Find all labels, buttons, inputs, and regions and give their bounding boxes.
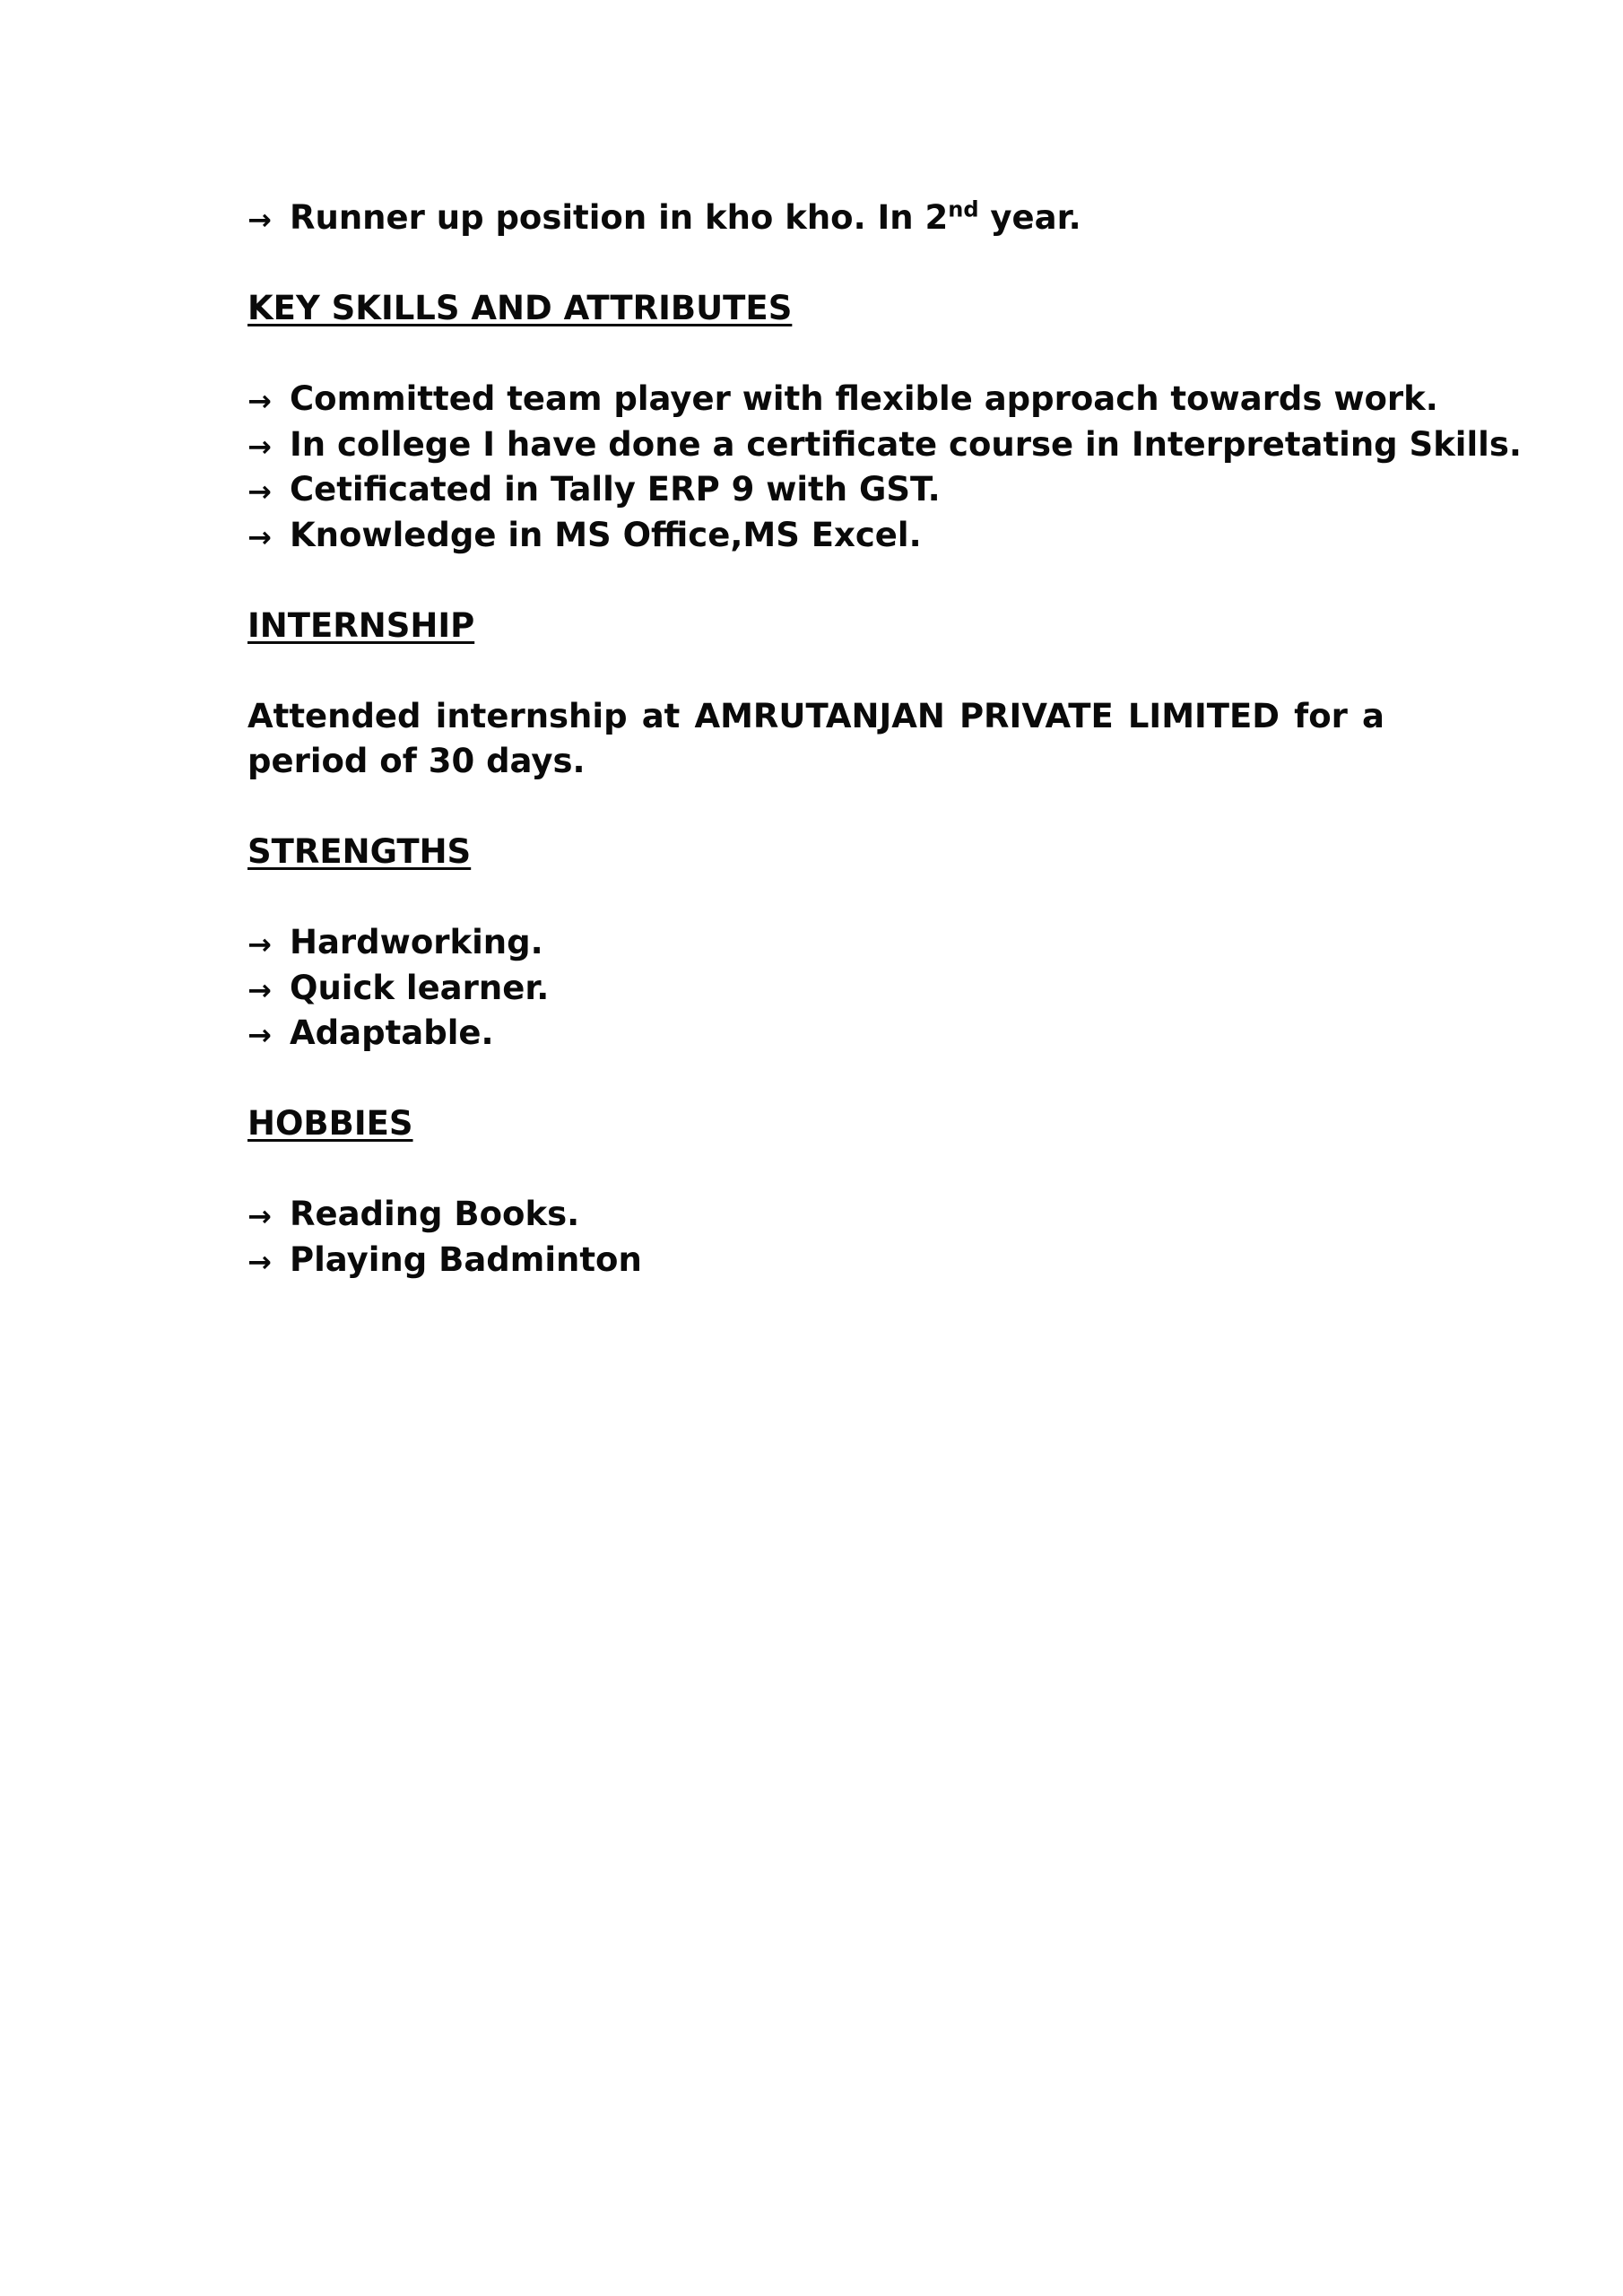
- strength-text: Hardworking.: [290, 923, 543, 961]
- internship-text: Attended internship at AMRUTANJAN PRIVATE LIMITED for a period of 30 days.: [247, 696, 1384, 780]
- achievement-text: Runner up position in kho kho. In 2: [290, 198, 949, 237]
- arrow-bullet-icon: →: [247, 474, 272, 509]
- strengths-heading: STRENGTHS: [247, 832, 472, 871]
- skill-text: In college I have done a certificate course in Interpretating Skills.: [290, 424, 1522, 464]
- arrow-bullet-icon: →: [247, 972, 272, 1007]
- hobby-text: Reading Books.: [290, 1195, 580, 1233]
- achievement-text-end: year.: [978, 198, 1081, 237]
- arrow-bullet-icon: →: [247, 1244, 272, 1279]
- skill-text: Knowledge in MS Office,MS Excel.: [290, 515, 922, 554]
- resume-content: [247, 196, 1522, 1283]
- skill-item: [247, 467, 1384, 513]
- arrow-bullet-icon: →: [247, 927, 272, 961]
- hobbies-heading: HOBBIES: [247, 1104, 413, 1143]
- internship-heading: INTERNSHIP: [247, 605, 475, 645]
- ordinal-suffix: nd: [948, 196, 979, 222]
- skill-item: [247, 513, 1384, 559]
- arrow-bullet-icon: →: [247, 429, 272, 464]
- key-skills-heading: KEY SKILLS AND ATTRIBUTES: [247, 289, 793, 327]
- skill-item: [247, 377, 1438, 422]
- achievement-item: [247, 196, 1384, 241]
- strength-item: [247, 920, 1384, 966]
- arrow-bullet-icon: →: [247, 1199, 272, 1233]
- strength-text: Adaptable.: [290, 1013, 494, 1052]
- skill-text: Committed team player with flexible approach towards work.: [290, 379, 1438, 418]
- arrow-bullet-icon: →: [247, 384, 272, 418]
- strength-item: [247, 1011, 1384, 1057]
- arrow-bullet-icon: →: [247, 519, 272, 554]
- strength-text: Quick learner.: [290, 968, 550, 1007]
- visible-page-region: [233, 179, 1522, 1279]
- arrow-bullet-icon: →: [247, 203, 272, 237]
- skill-text: Cetificated in Tally ERP 9 with GST.: [290, 470, 941, 509]
- skill-item: [247, 422, 1522, 468]
- hobby-item: [247, 1192, 1384, 1238]
- hobby-text: Playing Badminton: [290, 1239, 642, 1279]
- arrow-bullet-icon: →: [247, 1018, 272, 1052]
- hobby-item: [247, 1238, 1384, 1283]
- strength-item: [247, 966, 1384, 1012]
